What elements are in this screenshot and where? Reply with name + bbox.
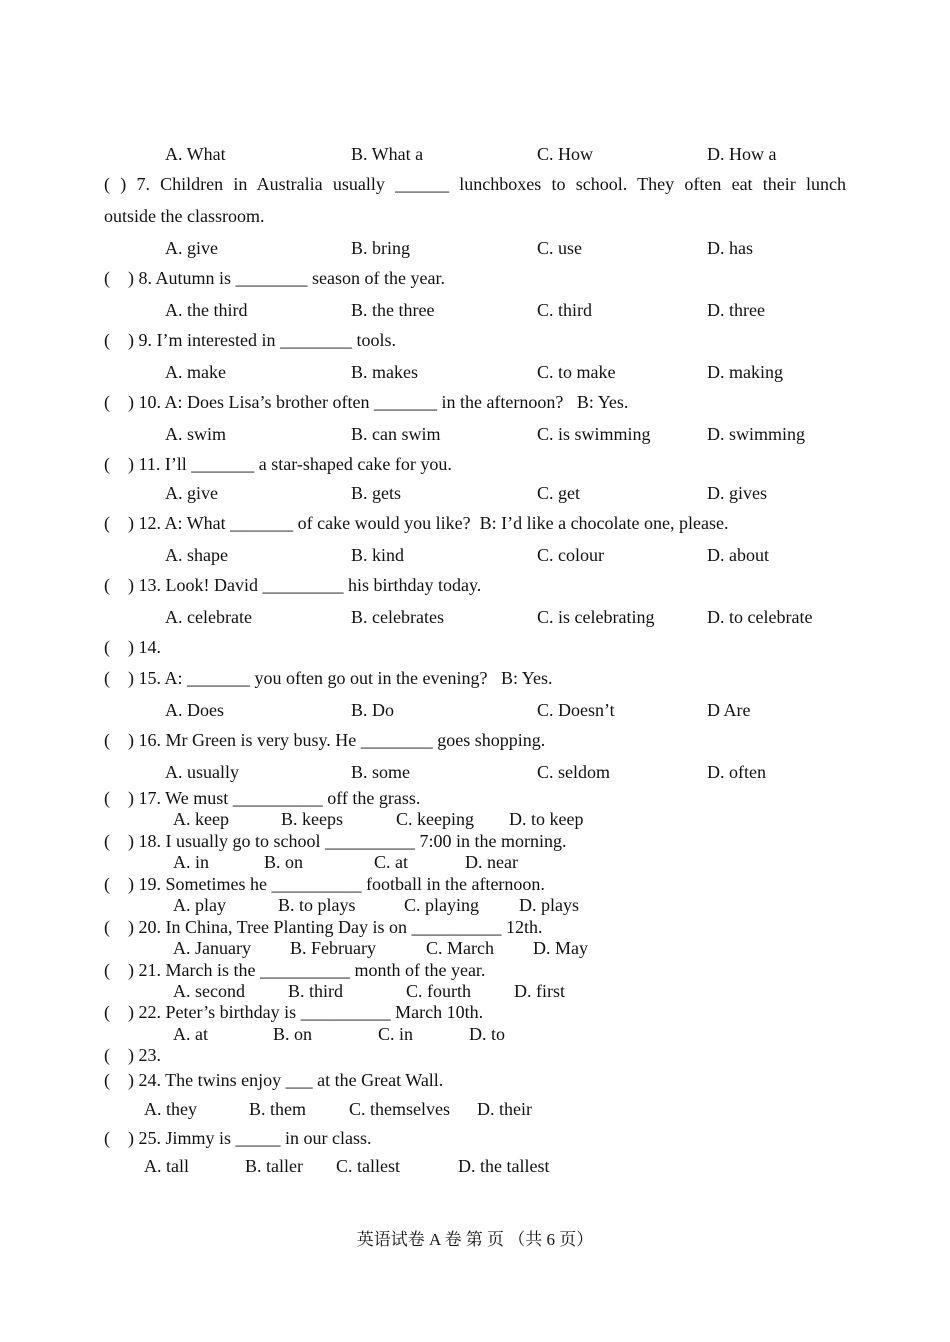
- question-8-stem: ( ) 8. Autumn is ________ season of the year.: [104, 268, 445, 288]
- question-10-stem: ( ) 10. A: Does Lisa’s brother often _______ in the afternoon? B: Yes.: [104, 392, 629, 412]
- option-c: C. is celebrating: [537, 607, 655, 627]
- option-a: A. tall: [144, 1156, 189, 1176]
- question-19-stem: ( ) 19. Sometimes he __________ football in the afternoon.: [104, 874, 545, 894]
- option-b: B. What a: [351, 144, 424, 164]
- option-b: B. on: [273, 1024, 313, 1044]
- option-d: D. plays: [519, 895, 579, 915]
- question-16-stem: ( ) 16. Mr Green is very busy. He ________ goes shopping.: [104, 730, 546, 750]
- page-footer: 英语试卷 A 卷 第 页 （共 6 页）: [356, 1230, 594, 1249]
- option-a: A. What: [165, 144, 226, 164]
- option-b: B. gets: [351, 483, 402, 503]
- option-d: D. first: [514, 981, 565, 1001]
- question-15-stem: ( ) 15. A: _______ you often go out in the evening? B: Yes.: [104, 668, 553, 688]
- question-14-stem: ( ) 14.: [104, 637, 161, 657]
- question-11-stem: ( ) 11. I’ll _______ a star-shaped cake for you.: [104, 454, 452, 474]
- option-b: B. the three: [351, 300, 435, 320]
- option-c: C. themselves: [349, 1099, 450, 1119]
- option-c: C. is swimming: [537, 424, 651, 444]
- option-a: A. shape: [165, 545, 228, 565]
- option-d: D. about: [707, 545, 769, 565]
- option-d: D. to celebrate: [707, 607, 813, 627]
- option-d: D. swimming: [707, 424, 806, 444]
- option-a: A. swim: [165, 424, 227, 444]
- option-a: A. keep: [173, 809, 229, 829]
- option-b: B. on: [264, 852, 304, 872]
- question-23-stem: ( ) 23.: [104, 1045, 161, 1065]
- option-a: A. in: [173, 852, 209, 872]
- question-7-stem-continued: outside the classroom.: [104, 206, 265, 226]
- option-b: B. taller: [245, 1156, 303, 1176]
- option-c: C. at: [374, 852, 408, 872]
- option-d: D. the tallest: [458, 1156, 550, 1176]
- option-d: D. often: [707, 762, 766, 782]
- option-b: B. kind: [351, 545, 405, 565]
- option-a: A. January: [173, 938, 251, 958]
- option-c: C. tallest: [336, 1156, 400, 1176]
- option-a: A. give: [165, 238, 218, 258]
- option-d: D. three: [707, 300, 765, 320]
- option-c: C. March: [426, 938, 494, 958]
- option-b: B. some: [351, 762, 411, 782]
- option-c: C. keeping: [396, 809, 474, 829]
- question-20-stem: ( ) 20. In China, Tree Planting Day is on __________ 12th.: [104, 917, 543, 937]
- option-d: D. May: [533, 938, 588, 958]
- question-13-stem: ( ) 13. Look! David _________ his birthday today.: [104, 575, 482, 595]
- question-12-stem: ( ) 12. A: What _______ of cake would you like? B: I’d like a chocolate one, please.: [104, 513, 729, 533]
- option-a: A. Does: [165, 700, 224, 720]
- option-c: C. colour: [537, 545, 604, 565]
- question-18-stem: ( ) 18. I usually go to school __________ 7:00 in the morning.: [104, 831, 567, 851]
- option-b: B. February: [290, 938, 376, 958]
- option-a: A. at: [173, 1024, 208, 1044]
- question-21-stem: ( ) 21. March is the __________ month of the year.: [104, 960, 486, 980]
- question-22-stem: ( ) 22. Peter’s birthday is __________ March 10th.: [104, 1002, 484, 1022]
- option-a: A. they: [144, 1099, 197, 1119]
- question-25-stem: ( ) 25. Jimmy is _____ in our class.: [104, 1128, 372, 1148]
- option-a: A. make: [165, 362, 226, 382]
- option-b: B. celebrates: [351, 607, 444, 627]
- option-a: A. play: [173, 895, 226, 915]
- option-c: C. third: [537, 300, 593, 320]
- option-c: C. get: [537, 483, 580, 503]
- option-d: D. to keep: [509, 809, 584, 829]
- option-c: C. How: [537, 144, 594, 164]
- option-d: D. How a: [707, 144, 777, 164]
- option-a: A. the third: [165, 300, 248, 320]
- option-d: D. near: [465, 852, 518, 872]
- option-c: C. playing: [404, 895, 479, 915]
- option-d: D. to: [469, 1024, 505, 1044]
- option-b: B. to plays: [278, 895, 356, 915]
- option-a: A. usually: [165, 762, 239, 782]
- option-c: C. fourth: [406, 981, 471, 1001]
- question-7-stem: ( ) 7. Children in Australia usually ______ lunchboxes to school. They often eat their lunch: [104, 174, 846, 194]
- option-b: B. third: [288, 981, 344, 1001]
- option-a: A. give: [165, 483, 218, 503]
- option-d: D. their: [477, 1099, 532, 1119]
- option-c: C. in: [378, 1024, 414, 1044]
- option-b: B. bring: [351, 238, 411, 258]
- option-c: C. use: [537, 238, 582, 258]
- option-b: B. can swim: [351, 424, 441, 444]
- option-b: B. makes: [351, 362, 418, 382]
- option-b: B. Do: [351, 700, 395, 720]
- question-9-stem: ( ) 9. I’m interested in ________ tools.: [104, 330, 396, 350]
- question-17-stem: ( ) 17. We must __________ off the grass.: [104, 788, 421, 808]
- option-b: B. keeps: [281, 809, 343, 829]
- option-a: A. second: [173, 981, 245, 1001]
- question-24-stem: ( ) 24. The twins enjoy ___ at the Great Wall.: [104, 1070, 444, 1090]
- option-a: A. celebrate: [165, 607, 252, 627]
- option-c: C. Doesn’t: [537, 700, 615, 720]
- option-d: D Are: [707, 700, 751, 720]
- option-d: D. making: [707, 362, 783, 382]
- option-d: D. has: [707, 238, 753, 258]
- option-b: B. them: [249, 1099, 306, 1119]
- option-d: D. gives: [707, 483, 767, 503]
- option-c: C. seldom: [537, 762, 611, 782]
- option-c: C. to make: [537, 362, 616, 382]
